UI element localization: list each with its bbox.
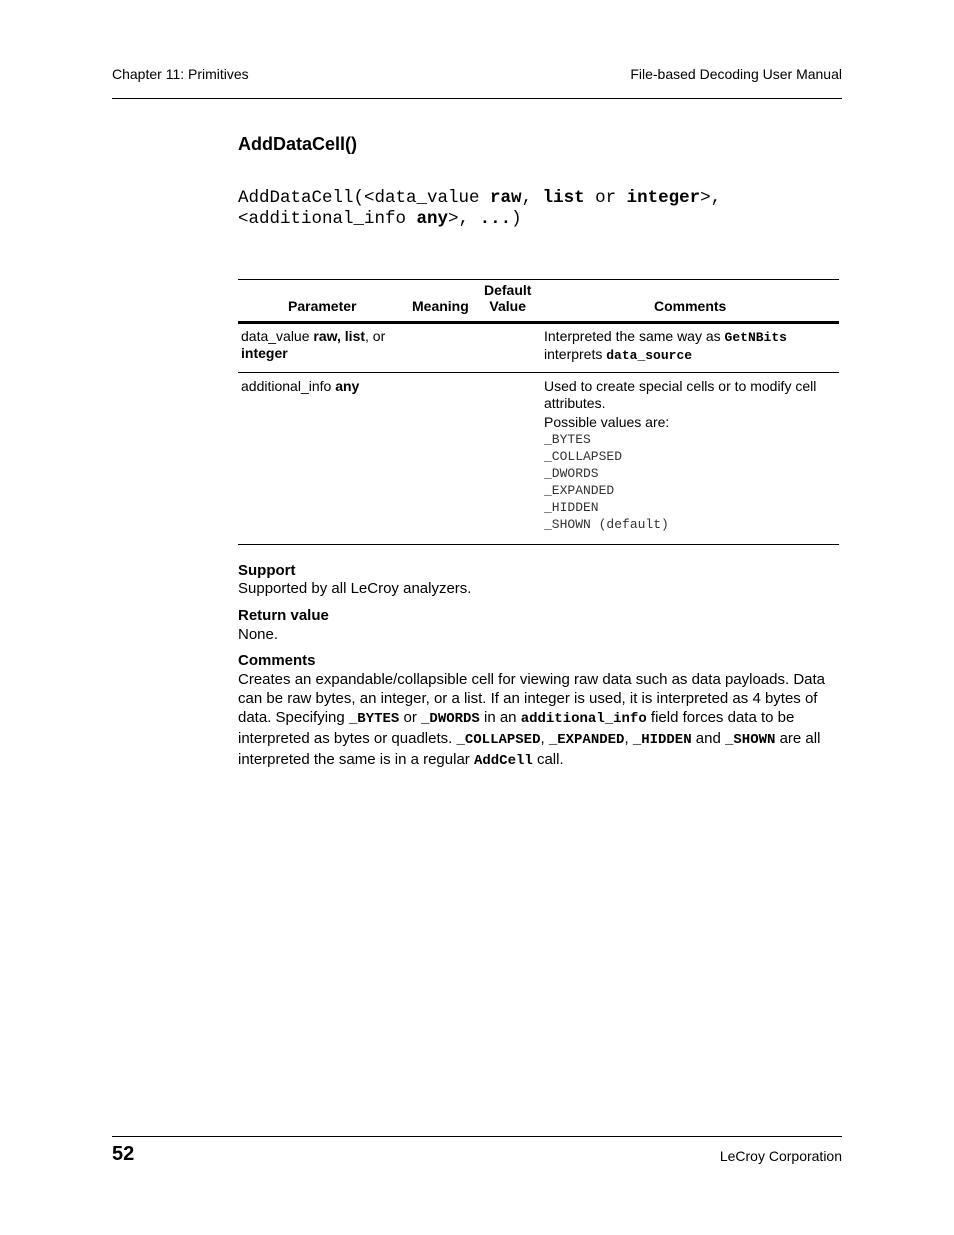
value-bytes: _BYTES bbox=[544, 432, 591, 447]
return-value-text: None. bbox=[238, 626, 279, 643]
table-top-rule bbox=[238, 279, 839, 280]
comments-paragraph: Creates an expandable/collapsible cell for viewing raw data such as data payloads. Data can be raw bytes, an integer, or a list. If an integer is used, it is interpreted as 4 bytes of data. Specifying _BYTES or _DWORDS in an additional_info field forces data to be interpreted as bytes or quadlets. _COLLAPSED, _EXPANDED, _HIDDEN and _SHOWN are all interpreted the same is in a regular AddCell call. bbox=[238, 671, 826, 769]
comments-heading: Comments bbox=[238, 652, 316, 669]
value-hidden: _HIDDEN bbox=[544, 500, 599, 515]
table-bottom-rule bbox=[238, 544, 839, 545]
support-heading: Support bbox=[238, 562, 296, 579]
value-collapsed: _COLLAPSED bbox=[544, 449, 623, 464]
page-title: AddDataCell() bbox=[238, 134, 358, 154]
col-header-parameter: Parameter bbox=[288, 298, 357, 314]
table-row-1-parameter: data_value raw, list, or integer bbox=[241, 328, 386, 361]
table-row-2-parameter: additional_info any bbox=[241, 378, 360, 394]
header-rule bbox=[112, 98, 842, 99]
col-header-meaning: Meaning bbox=[412, 298, 469, 314]
value-expanded: _EXPANDED bbox=[544, 483, 615, 498]
table-header-rule bbox=[238, 321, 839, 324]
page-number: 52 bbox=[112, 1143, 135, 1165]
table-row-2-comments: Used to create special cells or to modify cell attributes. Possible values are: _BYTES _COLLAPSED _DWORDS _EXPANDED _HIDDEN _SHOWN (default) bbox=[544, 378, 839, 533]
col-header-default: Default Value bbox=[484, 282, 532, 314]
table-row-1-comments: Interpreted the same way as GetNBits interprets data_source bbox=[544, 328, 787, 363]
return-value-heading: Return value bbox=[238, 607, 329, 624]
header-chapter: Chapter 11: Primitives bbox=[112, 66, 249, 82]
footer-company: LeCroy Corporation bbox=[719, 1148, 842, 1164]
value-dwords: _DWORDS bbox=[544, 466, 599, 481]
header-manual-title: File-based Decoding User Manual bbox=[630, 66, 842, 82]
table-row-divider bbox=[238, 372, 839, 373]
footer-rule bbox=[112, 1136, 842, 1137]
support-text: Supported by all LeCroy analyzers. bbox=[238, 580, 472, 597]
signature-line-2: <additional_info any>, ...) bbox=[238, 209, 522, 229]
value-shown: _SHOWN (default) bbox=[544, 517, 669, 532]
col-header-comments: Comments bbox=[654, 298, 727, 314]
signature-line-1: AddDataCell(<data_value raw, list or integer>, bbox=[238, 188, 722, 208]
